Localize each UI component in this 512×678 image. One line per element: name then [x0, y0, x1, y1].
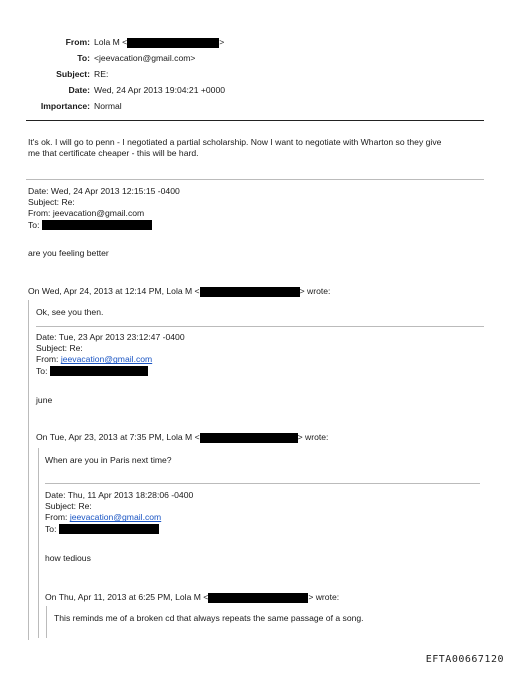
message-body-4: how tedious — [45, 553, 91, 563]
message-2-header — [28, 186, 488, 231]
message-subject: Subject: Re: — [36, 343, 83, 354]
subject-value: RE: — [94, 69, 109, 80]
quote-2-divider — [45, 483, 480, 484]
redaction-box — [42, 220, 152, 230]
message-divider — [26, 179, 484, 180]
header-importance-row — [0, 99, 300, 115]
quote-2-body: When are you in Paris next time? — [45, 455, 172, 465]
redaction-box — [50, 366, 148, 376]
attribution-line-1: On Wed, Apr 24, 2013 at 12:14 PM, Lola M < > wrote: — [28, 286, 331, 296]
redaction-box — [127, 38, 219, 48]
from-value — [94, 37, 224, 48]
message-to: To: — [36, 366, 185, 377]
date-value: Wed, 24 Apr 2013 19:04:21 +0000 — [94, 85, 226, 96]
message-subject: Subject: Re: — [45, 501, 92, 512]
header-to-row — [0, 51, 300, 67]
redaction-box — [200, 433, 298, 443]
email-link[interactable]: jeevacation@gmail.com — [69, 512, 162, 523]
subject-label: Subject: — [56, 69, 90, 80]
from-name: Lola M < — [94, 37, 128, 48]
quote-3-body: This reminds me of a broken cd that always repeats the same passage of a song. — [54, 613, 364, 623]
to-value: <jeevacation@gmail.com> — [94, 53, 196, 64]
message-date: Date: Tue, 23 Apr 2013 23:12:47 -0400 — [36, 332, 185, 342]
message-3-header — [36, 332, 185, 377]
importance-label: Importance: — [40, 101, 90, 112]
message-from: From: jeevacation@gmail.com — [45, 512, 162, 523]
header-date-row — [0, 83, 300, 99]
to-label: To: — [77, 53, 90, 64]
message-from: From: jeevacation@gmail.com — [28, 208, 145, 219]
bates-number: EFTA00667120 — [425, 654, 504, 665]
attribution-line-3: On Thu, Apr 11, 2013 at 6:25 PM, Lola M < > wrote: — [45, 592, 340, 602]
message-line: me that certificate cheaper - this will be hard. — [28, 148, 199, 159]
from-close: > — [219, 37, 225, 48]
message-subject: Subject: Re: — [28, 197, 75, 208]
message-date: Date: Wed, 24 Apr 2013 12:15:15 -0400 — [28, 186, 180, 196]
header-subject-row — [0, 67, 300, 83]
quote-1-divider — [36, 326, 484, 327]
redaction-box — [59, 524, 159, 534]
message-line: It's ok. I will go to penn - I negotiated a partial scholarship. Now I want to negotiate with Wharton so they give — [28, 137, 442, 147]
header-divider — [26, 120, 484, 121]
message-4-header — [45, 490, 193, 535]
message-body-3: june — [36, 395, 53, 405]
date-label: Date: — [68, 85, 90, 96]
email-header — [0, 35, 300, 115]
importance-value: Normal — [94, 101, 122, 112]
message-date: Date: Thu, 11 Apr 2013 18:28:06 -0400 — [45, 490, 194, 500]
message-to: To: — [28, 220, 488, 231]
email-link[interactable]: jeevacation@gmail.com — [60, 354, 153, 365]
header-from-row — [0, 35, 300, 51]
quote-1-body: Ok, see you then. — [36, 307, 104, 317]
redaction-box — [200, 287, 300, 297]
redaction-box — [208, 593, 308, 603]
message-to: To: — [45, 524, 193, 535]
attribution-line-2: On Tue, Apr 23, 2013 at 7:35 PM, Lola M < > wrote: — [36, 432, 329, 442]
message-body-2: are you feeling better — [28, 248, 109, 258]
message-from: From: jeevacation@gmail.com — [36, 354, 153, 365]
from-label: From: — [65, 37, 90, 48]
message-body-1 — [28, 137, 488, 159]
